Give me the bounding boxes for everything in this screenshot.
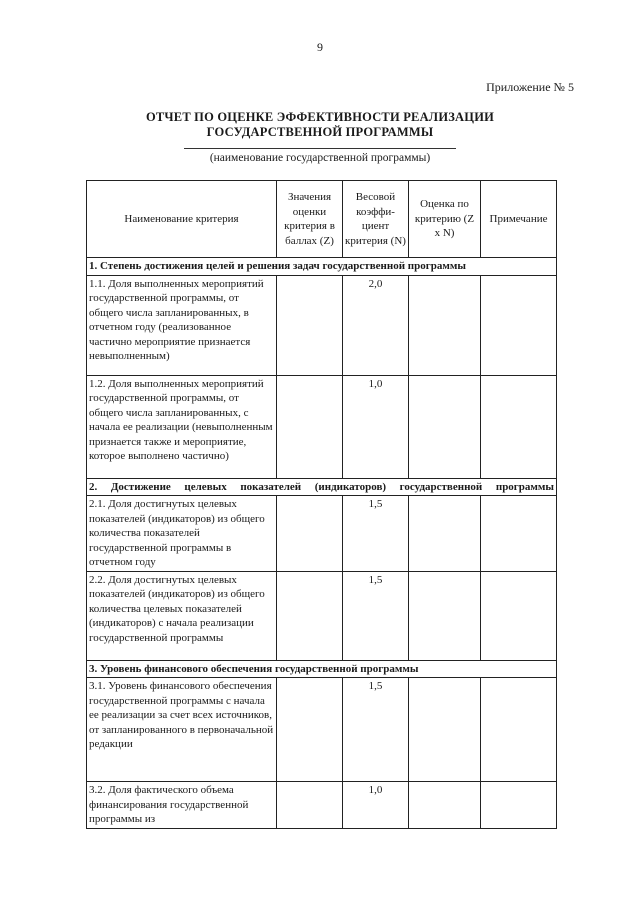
table-row bbox=[87, 275, 557, 375]
score-cell bbox=[277, 571, 343, 660]
score-cell bbox=[277, 275, 343, 375]
program-name-caption: (наименование государственной программы) bbox=[209, 152, 431, 164]
title-line-2: ГОСУДАРСТВЕННОЙ ПРОГРАММЫ bbox=[206, 125, 434, 139]
score-cell bbox=[277, 496, 343, 572]
title-line-1: ОТЧЕТ ПО ОЦЕНКЕ ЭФФЕКТИВНОСТИ РЕАЛИЗАЦИИ bbox=[145, 110, 495, 124]
note-cell bbox=[481, 678, 557, 782]
rating-cell bbox=[409, 375, 481, 478]
program-name-line bbox=[184, 148, 456, 149]
document-title bbox=[0, 110, 640, 140]
table-row bbox=[87, 678, 557, 782]
header-score: Значения оценки критерия в баллах (Z) bbox=[277, 181, 343, 258]
header-note: Примечание bbox=[481, 181, 557, 258]
weight-cell: 1,5 bbox=[343, 496, 409, 572]
weight-cell: 1,5 bbox=[343, 571, 409, 660]
header-rating: Оценка по критерию (Z x N) bbox=[409, 181, 481, 258]
section-row bbox=[87, 478, 557, 496]
appendix-label: Приложение № 5 bbox=[486, 80, 574, 94]
section-row bbox=[87, 258, 557, 276]
table-row bbox=[87, 782, 557, 829]
criterion-cell: 2.1. Доля достигнутых целевых показателей (индикаторов) из общего количества показателей государственной программы в отчетном году bbox=[87, 496, 277, 572]
criterion-cell: 1.2. Доля выполненных мероприятий государственной программы, от общего числа запланированных, с начала ее реализации (невыполненным признается также и мероприятие, которое выполнено частично) bbox=[87, 375, 277, 478]
weight-cell: 2,0 bbox=[343, 275, 409, 375]
score-cell bbox=[277, 375, 343, 478]
note-cell bbox=[481, 496, 557, 572]
score-cell bbox=[277, 782, 343, 829]
evaluation-table bbox=[86, 180, 557, 829]
score-cell bbox=[277, 678, 343, 782]
header-criterion-name: Наименование критерия bbox=[87, 181, 277, 258]
table-row bbox=[87, 496, 557, 572]
criterion-cell: 3.1. Уровень финансового обеспечения государственной программы с начала ее реализации за счет всех источников, от запланированного в первоначальной редакции bbox=[87, 678, 277, 782]
section-title: 3. Уровень финансового обеспечения государственной программы bbox=[87, 660, 557, 678]
table-row bbox=[87, 571, 557, 660]
rating-cell bbox=[409, 678, 481, 782]
note-cell bbox=[481, 375, 557, 478]
page-number: 9 bbox=[317, 40, 323, 54]
weight-cell: 1,5 bbox=[343, 678, 409, 782]
rating-cell bbox=[409, 275, 481, 375]
header-weight: Весовой коэффи-циент критерия (N) bbox=[343, 181, 409, 258]
criterion-cell: 3.2. Доля фактического объема финансирования государственной программы из bbox=[87, 782, 277, 829]
note-cell bbox=[481, 782, 557, 829]
section-title: 2. Достижение целевых показателей (индикаторов) государственной программы bbox=[87, 478, 557, 496]
note-cell bbox=[481, 275, 557, 375]
rating-cell bbox=[409, 496, 481, 572]
table-row bbox=[87, 375, 557, 478]
weight-cell: 1,0 bbox=[343, 375, 409, 478]
criterion-cell: 2.2. Доля достигнутых целевых показателей (индикаторов) из общего количества целевых показателей (индикаторов) с начала реализации государственной программы bbox=[87, 571, 277, 660]
table-header-row bbox=[87, 181, 557, 258]
criterion-cell: 1.1. Доля выполненных мероприятий государственной программы, от общего числа запланированных, в отчетном году (реализованное частично мероприятие признается невыполненным) bbox=[87, 275, 277, 375]
section-row bbox=[87, 660, 557, 678]
weight-cell: 1,0 bbox=[343, 782, 409, 829]
rating-cell bbox=[409, 782, 481, 829]
rating-cell bbox=[409, 571, 481, 660]
section-title: 1. Степень достижения целей и решения задач государственной программы bbox=[87, 258, 557, 276]
note-cell bbox=[481, 571, 557, 660]
